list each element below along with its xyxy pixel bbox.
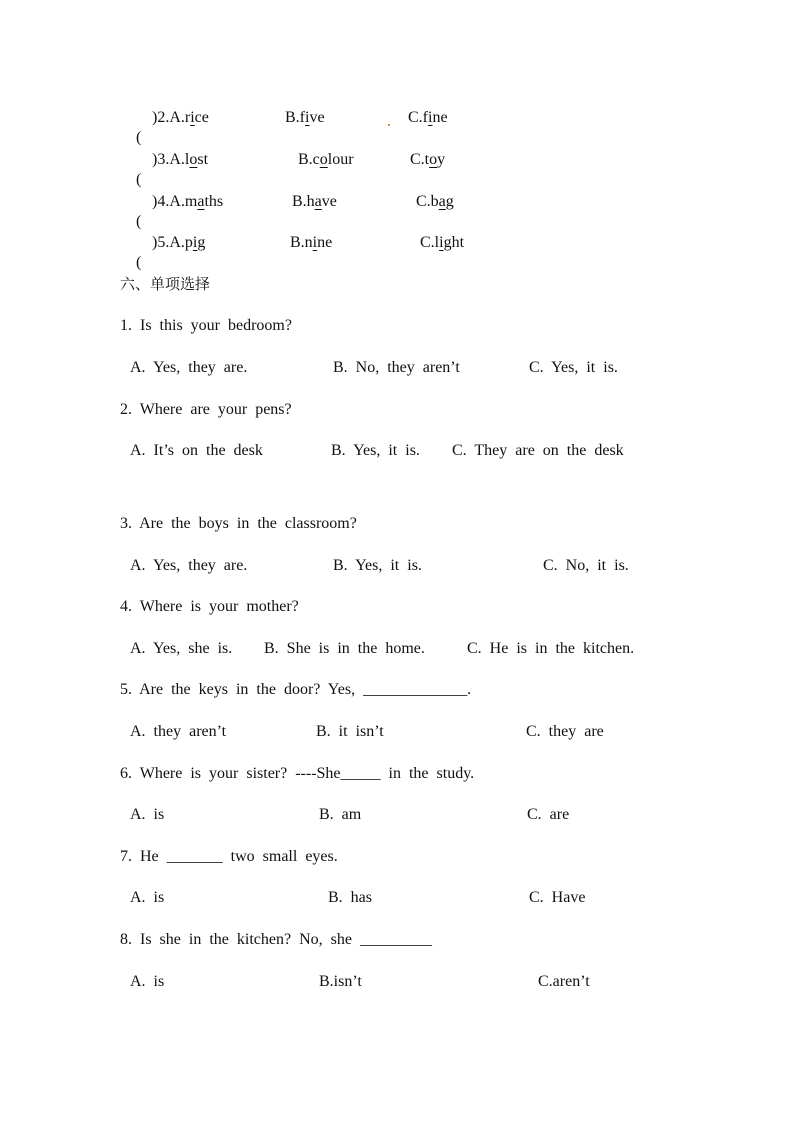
option-b: B. it isn’t [316,723,384,740]
option-b: B. No, they aren’t [333,359,460,376]
phonics-option-a [152,150,208,170]
underlined-letter: o [429,151,438,168]
word-part: ve [321,193,337,210]
option-a: A. is [130,973,165,990]
option-c: C. they are [526,723,604,740]
section-heading: 六、单项选择 [120,275,211,293]
underlined-letter: i [192,234,198,251]
option-label: B. [285,109,300,126]
word-part: ve [309,109,325,126]
option-b: B. She is in the home. [264,640,425,657]
word-part: st [197,151,209,168]
option-a: A. is [130,889,165,906]
option-b: B. has [328,889,372,906]
phonics-option-b [298,150,354,170]
underlined-letter: i [190,109,195,126]
answer-paren: ( [136,129,142,146]
word-part: f [299,109,305,126]
option-label: C. [410,151,425,168]
phonics-option-b [290,233,332,253]
question-text: 6. Where is your sister? ----She_____ in the study. [120,765,475,782]
question-text: 3. Are the boys in the classroom? [120,515,357,532]
underlined-letter: a [438,193,446,210]
answer-paren: ( [136,254,142,271]
phonics-option-b [285,108,325,128]
word-part: ght [443,234,465,251]
option-label: B. [290,234,305,251]
question-text: 4. Where is your mother? [120,598,299,615]
word-part: h [306,193,315,210]
word-part: m [184,193,198,210]
option-label: B. [292,193,307,210]
answer-paren: ( [136,171,142,188]
phonics-option-c [416,192,454,212]
option-label: B. [298,151,313,168]
option-a: A. It’s on the desk [130,442,263,459]
word-part: l [434,234,440,251]
option-a: A. Yes, they are. [130,557,248,574]
option-a: A. they aren’t [130,723,227,740]
word-part: g [197,234,206,251]
word-part: lour [327,151,354,168]
word-part: g [445,193,454,210]
word-part: p [184,234,193,251]
word-part: n [304,234,313,251]
question-text: 1. Is this your bedroom? [120,317,292,334]
word-part: b [430,193,439,210]
option-c: C. are [527,806,570,823]
option-a: A. is [130,806,165,823]
question-text: 2. Where are your pens? [120,401,292,418]
stray-mark [388,124,390,126]
underlined-letter: i [305,109,310,126]
question-text: 5. Are the keys in the door? Yes, _____________. [120,681,472,698]
phonics-option-b [292,192,337,212]
option-c: C.aren’t [538,973,590,990]
option-label: C. [408,109,423,126]
word-part: c [312,151,320,168]
option-b: B. am [319,806,362,823]
phonics-option-c [408,108,448,128]
word-part: t [424,151,430,168]
underlined-letter: i [312,234,318,251]
underlined-letter: o [189,151,198,168]
underlined-letter: i [428,109,433,126]
option-a: A. Yes, they are. [130,359,248,376]
option-c: C. No, it is. [543,557,629,574]
phonics-option-a [152,192,223,212]
word-part: f [422,109,428,126]
word-part: l [184,151,190,168]
underlined-letter: i [439,234,444,251]
option-c: C. They are on the desk [452,442,624,459]
question-number: )3.A. [152,151,185,168]
word-part: ne [432,109,448,126]
option-c: C. He is in the kitchen. [467,640,635,657]
word-part: y [437,151,446,168]
option-a: A. Yes, she is. [130,640,233,657]
phonics-option-c [410,150,445,170]
phonics-option-c [420,233,464,253]
question-number: )2.A. [152,109,185,126]
underlined-letter: a [314,193,322,210]
word-part: r [184,109,191,126]
phonics-option-a [152,108,209,128]
option-c: C. Yes, it is. [529,359,618,376]
option-b: B.isn’t [319,973,362,990]
question-text: 8. Is she in the kitchen? No, she _________ [120,931,432,948]
answer-paren: ( [136,213,142,230]
underlined-letter: o [319,151,328,168]
option-label: C. [420,234,435,251]
option-label: C. [416,193,431,210]
phonics-option-a [152,233,205,253]
question-number: )5.A. [152,234,185,251]
option-b: B. Yes, it is. [333,557,422,574]
word-part: ce [194,109,209,126]
word-part: ne [317,234,333,251]
word-part: ths [204,193,224,210]
option-c: C. Have [529,889,586,906]
question-number: )4.A. [152,193,185,210]
option-b: B. Yes, it is. [331,442,420,459]
underlined-letter: a [197,193,205,210]
question-text: 7. He _______ two small eyes. [120,848,338,865]
